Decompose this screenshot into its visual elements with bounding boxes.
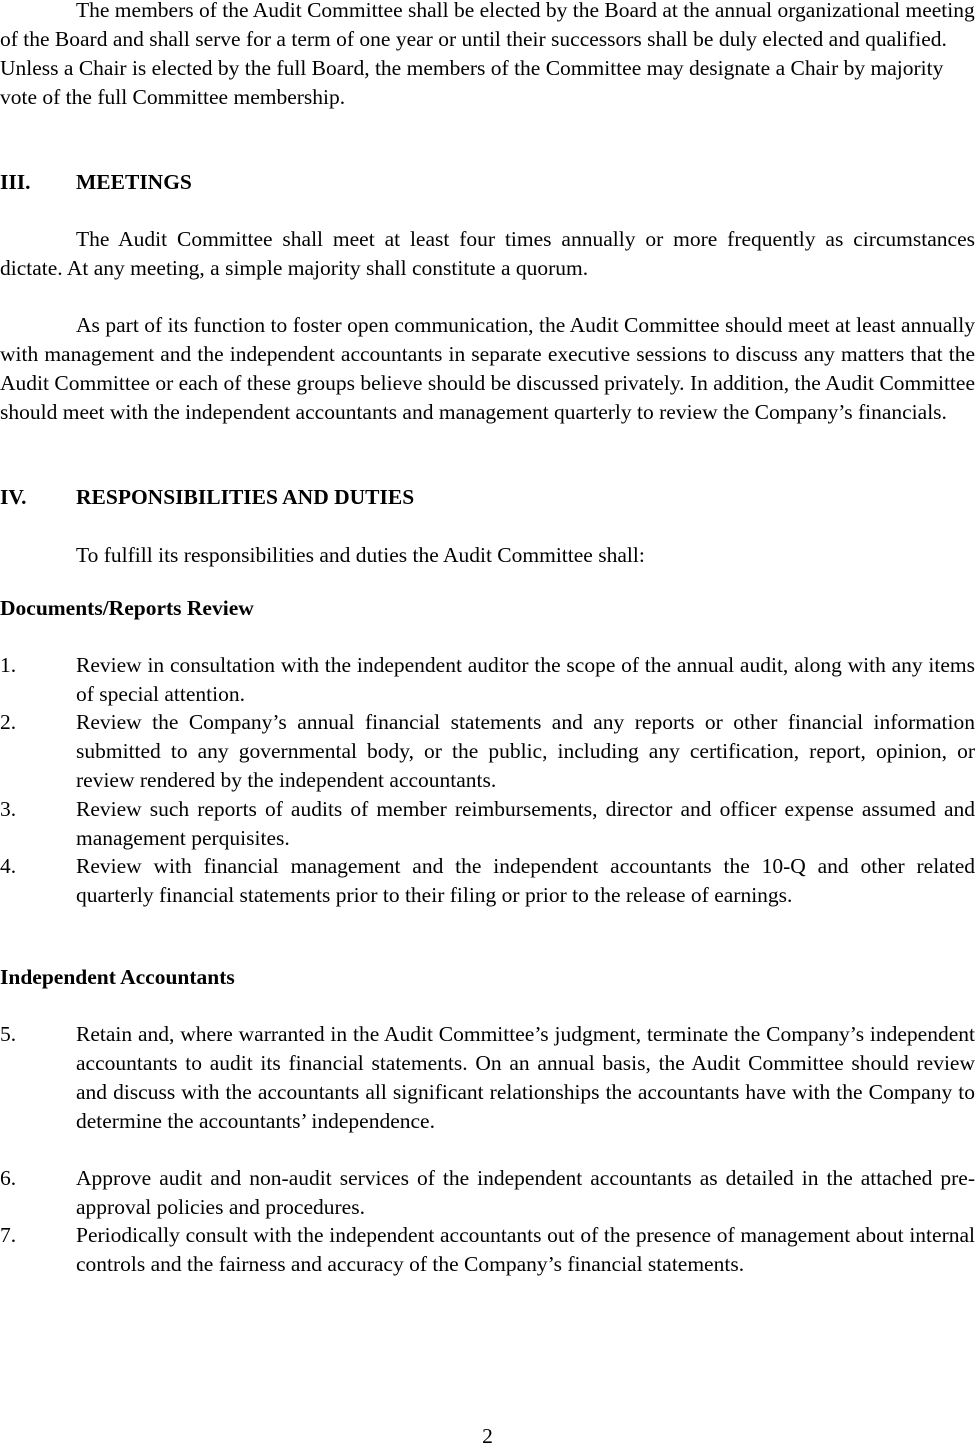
open-communication-paragraph-text: As part of its function to foster open communication, the Audit Committee should meet at least annually with management and the independent accountants in separate executive sessions to discuss any matters that the Audit Committee or each of these groups believe should be discussed privately. In addition, the Audit Committee should meet with the independent accountants and management quarterly to review the Company’s financials. [0,313,975,424]
list-item [0,795,975,853]
list-item-number: 7. [0,1223,17,1247]
list-item-number: 4. [0,854,17,878]
list-item-number: 1. [0,653,17,677]
section-title: MEETINGS [76,170,192,194]
section-number: IV. [0,485,27,509]
list-item-number: 5. [0,1022,17,1046]
list-item-text: Review in consultation with the independent auditor the scope of the annual audit, along with any items of special attention. [76,653,975,706]
fulfill-paragraph-text: To fulfill its responsibilities and duties the Audit Committee shall: [76,543,645,567]
list-item-text: Approve audit and non-audit services of the independent accountants as detailed in the attached pre-approval policies and procedures. [76,1166,975,1219]
list-item-text: Periodically consult with the independent accountants out of the presence of management about internal controls and the fairness and accuracy of the Company’s financial statements. [76,1223,975,1276]
list-item-text: Review such reports of audits of member reimbursements, director and officer expense assumed and management perquisites. [76,797,975,850]
list-item [0,651,975,709]
section-heading-meetings [0,168,192,197]
membership-paragraph [0,0,975,112]
list-item-number: 6. [0,1166,17,1190]
list-item-text: Review the Company’s annual financial statements and any reports or other financial information submitted to any governmental body, or the public, including any certification, report, opinion, or review rendered by the independent accountants. [76,710,975,792]
subheading-independent-accountants: Independent Accountants [0,965,235,989]
list-item [0,1221,975,1279]
list-item-number: 3. [0,797,17,821]
subheading-documents-review: Documents/Reports Review [0,596,254,620]
section-number: III. [0,170,31,194]
list-item [0,852,975,910]
fulfill-paragraph [0,541,975,570]
meeting-frequency-paragraph [0,225,975,283]
open-communication-paragraph [0,311,975,427]
page-number: 2 [482,1424,493,1448]
membership-paragraph-text: The members of the Audit Committee shall be elected by the Board at the annual organizational meeting of the Board and shall serve for a term of one year or until their successors shall be duly elected and qualified. Unless a Chair is elected by the full Board, the members of the Committee may designate a Chair by majority vote of the full Committee membership. [0,0,975,109]
list-item [0,1020,975,1136]
list-item [0,708,975,795]
meeting-frequency-paragraph-text: The Audit Committee shall meet at least four times annually or more frequently as circumstances dictate. At any meeting, a simple majority shall constitute a quorum. [0,227,975,280]
list-item-text: Retain and, where warranted in the Audit Committee’s judgment, terminate the Company’s independent accountants to audit its financial statements. On an annual basis, the Audit Committee should review and discuss with the accountants all significant relationships the accountants have with the Company to determine the accountants’ independence. [76,1022,975,1133]
list-item [0,1164,975,1222]
section-heading-responsibilities [0,483,414,512]
list-item-text: Review with financial management and the independent accountants the 10-Q and other related quarterly financial statements prior to their filing or prior to the release of earnings. [76,854,975,907]
section-title: RESPONSIBILITIES AND DUTIES [76,485,415,509]
list-item-number: 2. [0,710,17,734]
